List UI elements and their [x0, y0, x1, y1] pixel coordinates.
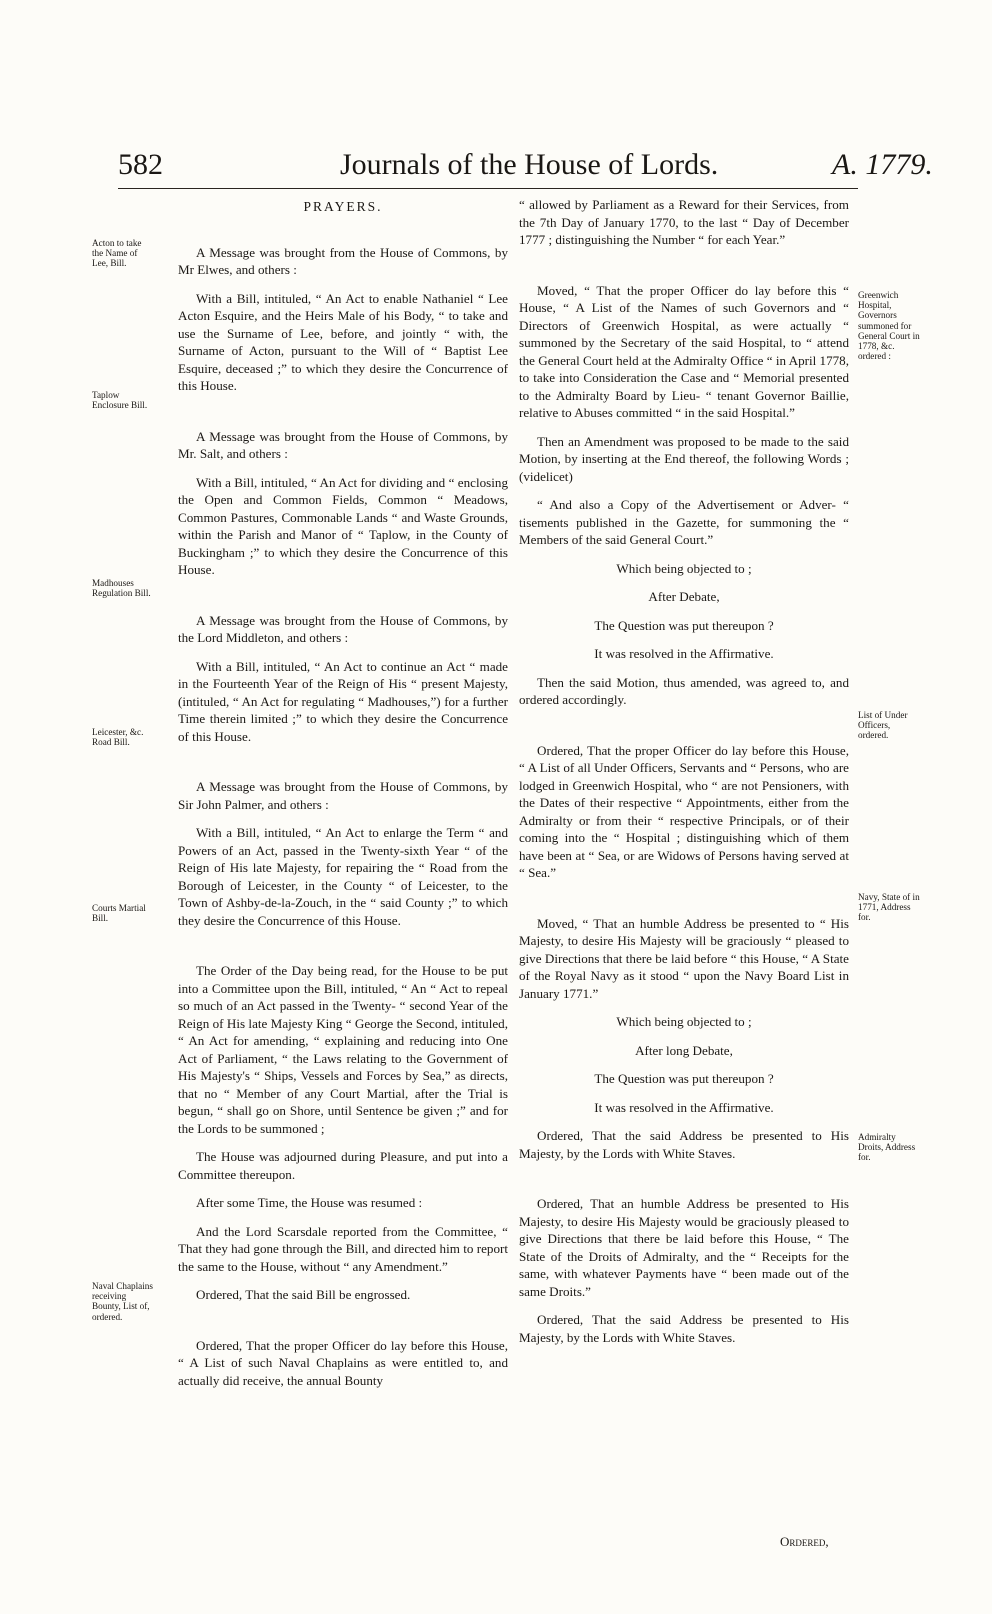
paragraph: Which being objected to ; — [616, 1014, 752, 1029]
paragraph: The Question was put thereupon ? — [594, 1071, 774, 1086]
paragraph: With a Bill, intituled, “ An Act to enlarge the Term “ and Powers of an Act, passed in the Twenty-sixth Year “ of the Reign of His late Majesty, for repairing the “ Road from the Borough of Leicester, in the County “ of Leicester, to the Town of Ashby-de-la-Zouch, in the “ said County ;” to which they desire the Concurrence of this House. — [178, 825, 508, 928]
paragraph: Which being objected to ; — [616, 560, 752, 576]
margin-note: Madhouses Regulation Bill. — [92, 578, 151, 599]
paragraph: A Message was brought from the House of Commons, by Mr Elwes, and others : — [178, 244, 508, 277]
page-title: Journals of the House of Lords. — [340, 148, 719, 181]
paragraph: Ordered, That an humble Address be presented to His Majesty, to desire His Majesty would be graciously pleased to give Directions that there be laid before this House, “ The State of the Droits of Admiralty, and the “ Receipts for the same, with whatever Payments have “ been made out of the same Droits.” — [519, 1196, 849, 1299]
margin-note: Acton to take the Name of Lee, Bill. — [92, 238, 142, 269]
paragraph: The Question was put thereupon ? — [594, 617, 774, 633]
paragraph: And the Lord Scarsdale reported from the Committee, “ That they had gone through the Bill, and directed him to report the same to the House, without “ any Amendment.” — [178, 1223, 508, 1274]
right-column — [519, 196, 849, 1357]
margin-note: Navy, State of in 1771, Address for. — [858, 892, 920, 923]
page-number: 582 — [118, 148, 163, 181]
paragraph: After long Debate, — [635, 1042, 733, 1058]
paragraph: It was resolved in the Affirmative. — [594, 646, 774, 661]
paragraph: Ordered, That the proper Officer do lay before this House, “ A List of such Naval Chaplains as were entitled to, and actually did receive, the annual Bounty — [178, 1337, 508, 1388]
paragraph: The House was adjourned during Pleasure, and put into a Committee thereupon. — [178, 1149, 508, 1182]
margin-note: Taplow Enclosure Bill. — [92, 390, 148, 411]
catchword: Ordered, — [780, 1534, 829, 1549]
margin-note: Admiralty Droits, Address for. — [858, 1132, 916, 1163]
page-header — [0, 148, 992, 192]
paragraph: With a Bill, intituled, “ An Act to continue an Act “ made in the Fourteenth Year of the Reign of His “ present Majesty, (intituled, “ An Act for regulating “ Madhouses,”) for a further Time therein limited ;” to which they desire the Concurrence of this House. — [178, 658, 508, 744]
paragraph: Ordered, That the said Address be presented to His Majesty, by the Lords with White Staves. — [519, 1312, 849, 1345]
paragraph: After some Time, the House was resumed : — [196, 1195, 423, 1210]
margin-note: Greenwich Hospital, Governors summoned for General Court in 1778, &c. ordered : — [858, 290, 920, 362]
paragraph: With a Bill, intituled, “ An Act to enable Nathaniel “ Lee Acton Esquire, and the Heirs Male of his Body, “ to take and use the Surname of Lee, before, and jointly “ with, the Surname of Acton, pursuant to the Will of “ Baptist Lee Esquire, deceased ;” to which they desire the Concurrence of this House. — [178, 290, 508, 393]
paragraph: “ allowed by Parliament as a Reward for their Services, from the 7th Day of January 1770, to the last “ Day of December 1777 ; distinguishing the Number “ for each Year.” — [519, 197, 849, 247]
paragraph: After Debate, — [648, 589, 720, 604]
paragraph: Ordered, That the proper Officer do lay before this House, “ A List of all Under Officers, Servants and “ Persons, who are lodged in Greenwich Hospital, who “ are not Pensioners, with the Dates of their respective “ Appointments, either from the Admiralty or from their “ respective Principals, or of their coming into the “ Hospital ; distinguishing which of them have been at “ Sea, or are Widows of Persons having served at “ Sea.” — [519, 742, 849, 880]
section-heading: PRAYERS. — [303, 199, 383, 214]
header-rule — [118, 188, 858, 189]
paragraph: It was resolved in the Affirmative. — [594, 1099, 774, 1115]
paragraph: Then the said Motion, thus amended, was agreed to, and ordered accordingly. — [519, 674, 849, 707]
margin-note: Leicester, &c. Road Bill. — [92, 727, 144, 748]
paragraph: A Message was brought from the House of Commons, by Mr. Salt, and others : — [178, 428, 508, 461]
margin-note: Naval Chaplains receiving Bounty, List of, ordered. — [92, 1281, 153, 1322]
page-year: A. 1779. — [832, 148, 933, 181]
paragraph: A Message was brought from the House of Commons, by the Lord Middleton, and others : — [178, 612, 508, 645]
paragraph: The Order of the Day being read, for the House to be put into a Committee upon the Bill, intituled, “ An “ Act to repeal so much of an Act passed in the Twenty- “ second Year of the Reign of His late Majesty King “ George the Second, intituled, “ An Act for amending, “ explaining and reducing into One Act of Parliament, “ the Laws relating to the Government of His Majesty's “ Ships, Vessels and Forces by Sea,” as directs, that no “ Member of any Court Martial, after the Trial is begun, “ shall go on Shore, until Sentence be given ;” and for the Lords to be summoned ; — [178, 963, 508, 1136]
paragraph: “ And also a Copy of the Advertisement or Adver- “ tisements published in the Gazette, for summoning the “ Members of the said General Court.” — [519, 497, 849, 547]
paragraph: Moved, “ That an humble Address be presented to “ His Majesty, to desire His Majesty will be graciously “ pleased to give Directions that there be laid before “ this House, “ A State of the Royal Navy as it stood “ upon the Navy Board List in January 1771.” — [519, 915, 849, 1001]
left-column — [178, 196, 508, 1400]
paragraph: Ordered, That the said Address be presented to His Majesty, by the Lords with White Staves. — [519, 1128, 849, 1161]
paragraph: Ordered, That the said Bill be engrossed. — [196, 1287, 411, 1302]
paragraph: Then an Amendment was proposed to be made to the said Motion, by inserting at the End thereof, the following Words ; (videlicet) — [519, 433, 849, 484]
margin-note: List of Under Officers, ordered. — [858, 710, 908, 741]
margin-note: Courts Martial Bill. — [92, 903, 146, 924]
paragraph: With a Bill, intituled, “ An Act for dividing and “ enclosing the Open and Common Fields, Common “ Meadows, Common Pastures, Commonable Lands “ and Waste Grounds, within the Parish and Manor of “ Taplow, in the County of Buckingham ;” to which they desire the Concurrence of this House. — [178, 474, 508, 577]
paragraph: A Message was brought from the House of Commons, by Sir John Palmer, and others : — [178, 779, 508, 812]
paragraph: Moved, “ That the proper Officer do lay before this “ House, “ A List of the Names of such Governors and “ Directors of Greenwich Hospital, as were actually “ summoned by the Secretary of the said Hospital, to “ attend the General Court held at the Admiralty Office “ in April 1778, to take into Consideration the Case and “ Memorial presented to the Admiralty Board by Lieu- “ tenant Governor Baillie, relative to Abuses committed “ in the said Hospital.” — [519, 282, 849, 420]
